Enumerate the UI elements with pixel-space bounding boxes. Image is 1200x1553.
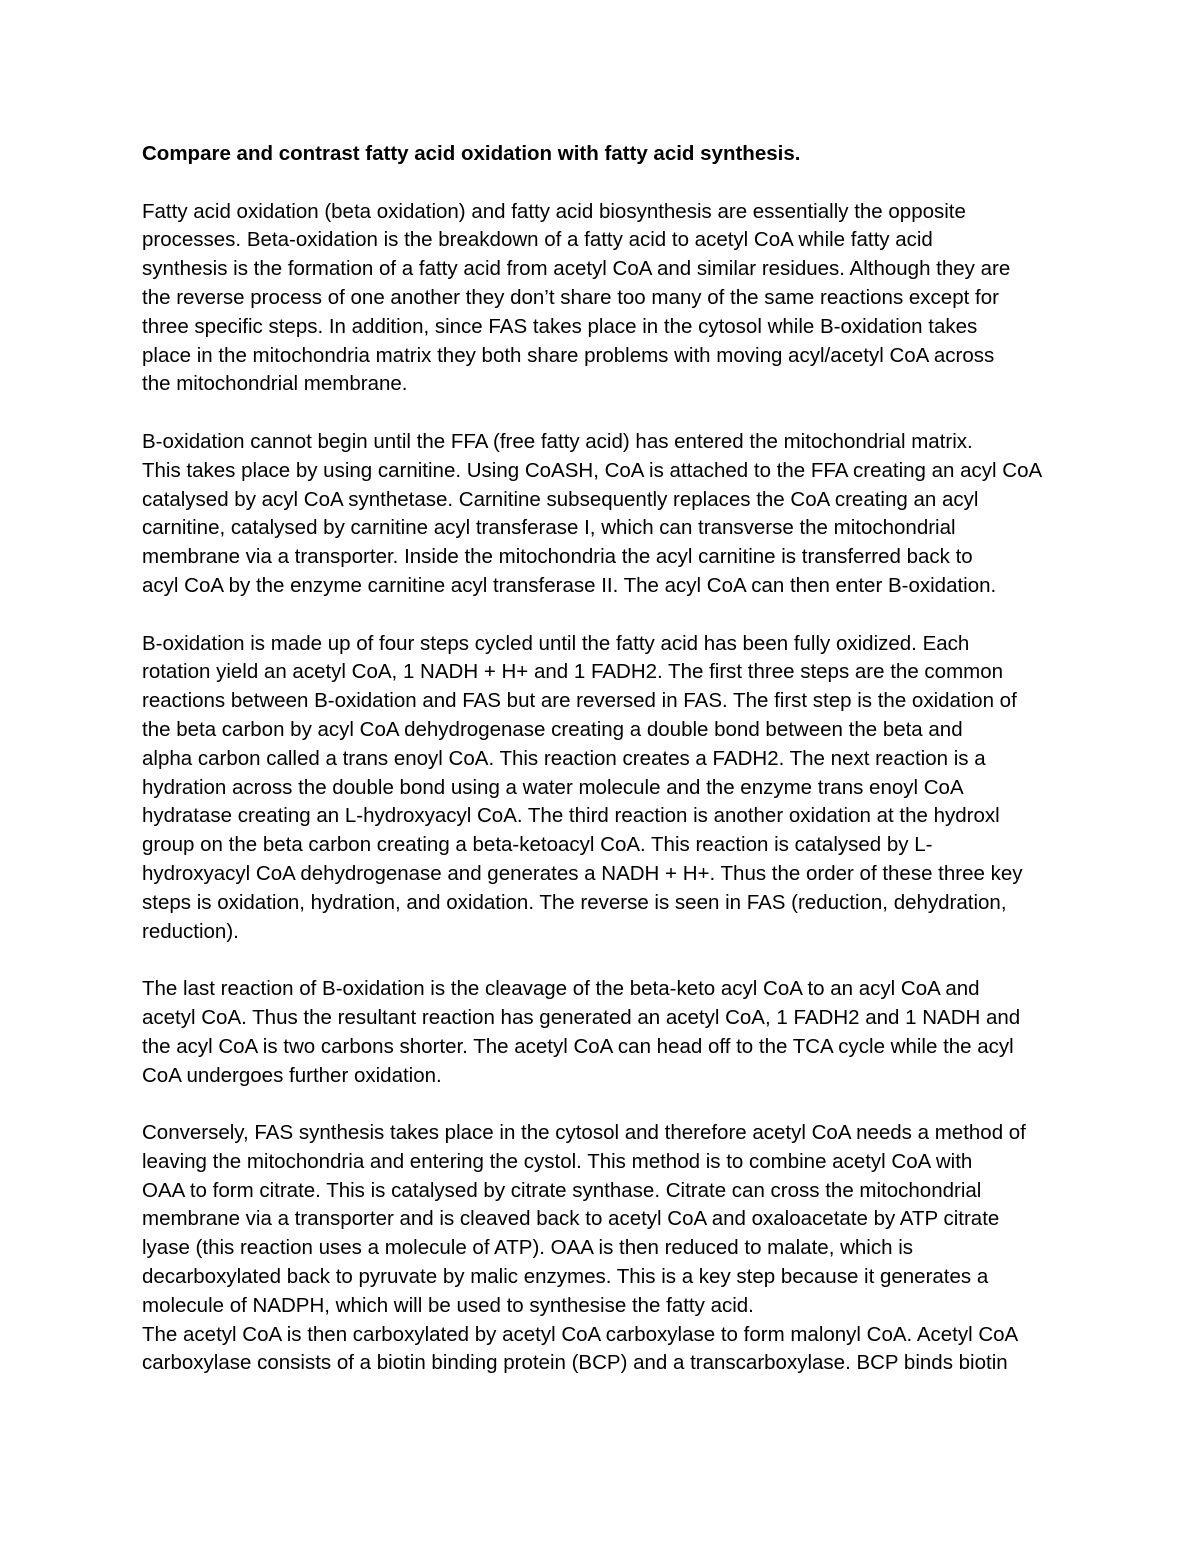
paragraph-beta-oxidation-steps xyxy=(142,630,1072,947)
paragraph-line: place in the mitochondria matrix they both share problems with moving acyl/acetyl CoA across xyxy=(142,343,995,367)
paragraph-line: synthesis is the formation of a fatty acid from acetyl CoA and similar residues. Although they are xyxy=(142,257,1011,281)
paragraph-intro xyxy=(142,198,1072,400)
paragraph-carnitine-transport xyxy=(142,428,1072,601)
paragraph-gap xyxy=(142,1090,1072,1119)
paragraph-gap xyxy=(142,169,1072,198)
paragraph-line: the mitochondrial membrane. xyxy=(142,372,408,396)
paragraph-line: CoA undergoes further oxidation. xyxy=(142,1063,442,1087)
paragraph-line: carboxylase consists of a biotin binding protein (BCP) and a transcarboxylase. BCP binds biotin xyxy=(142,1351,1008,1375)
paragraph-line: steps is oxidation, hydration, and oxidation. The reverse is seen in FAS (reduction, dehydration, xyxy=(142,890,1007,914)
paragraph-line: B-oxidation is made up of four steps cycled until the fatty acid has been fully oxidized. Each xyxy=(142,631,970,655)
paragraph-gap xyxy=(142,601,1072,630)
paragraph-gap xyxy=(142,946,1072,975)
paragraph-line: carnitine, catalysed by carnitine acyl transferase I, which can transverse the mitochondrial xyxy=(142,516,956,540)
paragraph-line: processes. Beta-oxidation is the breakdown of a fatty acid to acetyl CoA while fatty acid xyxy=(142,228,933,252)
paragraph-line: three specific steps. In addition, since FAS takes place in the cytosol while B-oxidation takes xyxy=(142,314,978,338)
paragraph-line: Fatty acid oxidation (beta oxidation) and fatty acid biosynthesis are essentially the opposite xyxy=(142,199,966,223)
paragraph-gap xyxy=(142,399,1072,428)
paragraph-line: reactions between B-oxidation and FAS but are reversed in FAS. The first step is the oxidation of xyxy=(142,689,1017,713)
paragraph-cleavage xyxy=(142,975,1072,1090)
paragraph-line: hydratase creating an L-hydroxyacyl CoA. The third reaction is another oxidation at the hydroxl xyxy=(142,804,1000,828)
paragraph-line: The acetyl CoA is then carboxylated by acetyl CoA carboxylase to form malonyl CoA. Acetyl CoA xyxy=(142,1322,1019,1346)
document-body xyxy=(142,140,1072,1378)
paragraph-line: the reverse process of one another they don’t share too many of the same reactions except for xyxy=(142,285,999,309)
paragraph-line: rotation yield an acetyl CoA, 1 NADH + H+ and 1 FADH2. The first three steps are the common xyxy=(142,660,1004,684)
paragraph-line: group on the beta carbon creating a beta-ketoacyl CoA. This reaction is catalysed by L- xyxy=(142,833,933,857)
document-title: Compare and contrast fatty acid oxidation with fatty acid synthesis. xyxy=(142,142,801,165)
paragraph-line: This takes place by using carnitine. Using CoASH, CoA is attached to the FFA creating an acyl CoA xyxy=(142,458,1043,482)
paragraph-line: reduction). xyxy=(142,919,239,943)
paragraph-line: Conversely, FAS synthesis takes place in the cytosol and therefore acetyl CoA needs a method of xyxy=(142,1121,1026,1145)
paragraph-line: the acyl CoA is two carbons shorter. The acetyl CoA can head off to the TCA cycle while the acyl xyxy=(142,1034,1014,1058)
paragraph-line: The last reaction of B-oxidation is the cleavage of the beta-keto acyl CoA to an acyl CoA and xyxy=(142,977,980,1001)
paragraph-line: OAA to form citrate. This is catalysed by citrate synthase. Citrate can cross the mitochondrial xyxy=(142,1178,982,1202)
paragraph-line: decarboxylated back to pyruvate by malic enzymes. This is a key step because it generates a xyxy=(142,1265,989,1289)
paragraph-line: hydroxyacyl CoA dehydrogenase and generates a NADH + H+. Thus the order of these three key xyxy=(142,861,1023,885)
paragraph-line: membrane via a transporter and is cleaved back to acetyl CoA and oxaloacetate by ATP citrate xyxy=(142,1207,1000,1231)
paragraph-line: membrane via a transporter. Inside the mitochondria the acyl carnitine is transferred back to xyxy=(142,545,973,569)
paragraph-line: catalysed by acyl CoA synthetase. Carnitine subsequently replaces the CoA creating an acyl xyxy=(142,487,979,511)
paragraph-line: lyase (this reaction uses a molecule of ATP). OAA is then reduced to malate, which is xyxy=(142,1236,914,1260)
paragraph-line: acetyl CoA. Thus the resultant reaction has generated an acetyl CoA, 1 FADH2 and 1 NADH and xyxy=(142,1005,1021,1029)
paragraph-line: B-oxidation cannot begin until the FFA (free fatty acid) has entered the mitochondrial matrix. xyxy=(142,429,973,453)
paragraph-line: hydration across the double bond using a water molecule and the enzyme trans enoyl CoA xyxy=(142,775,964,799)
paragraph-line: molecule of NADPH, which will be used to synthesise the fatty acid. xyxy=(142,1293,754,1317)
paragraph-line: alpha carbon called a trans enoyl CoA. This reaction creates a FADH2. The next reaction is a xyxy=(142,746,986,770)
paragraph-fas-synthesis xyxy=(142,1119,1072,1378)
paragraph-line: acyl CoA by the enzyme carnitine acyl transferase II. The acyl CoA can then enter B-oxidation. xyxy=(142,573,997,597)
paragraph-line: the beta carbon by acyl CoA dehydrogenase creating a double bond between the beta and xyxy=(142,717,963,741)
paragraph-line: leaving the mitochondria and entering the cystol. This method is to combine acetyl CoA with xyxy=(142,1149,973,1173)
